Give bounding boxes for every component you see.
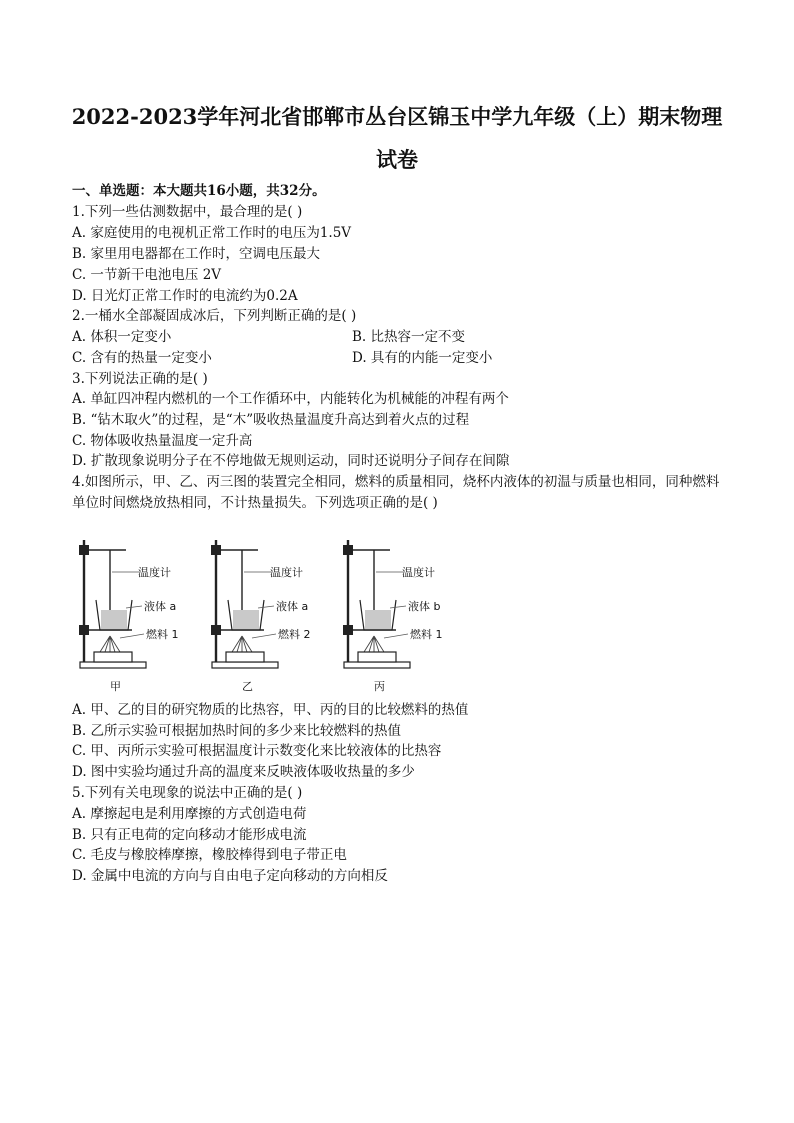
q1-option-a: A. 家庭使用的电视机正常工作时的电压为1.5V bbox=[72, 225, 352, 241]
q3-option-c: C. 物体吸收热量温度一定升高 bbox=[72, 433, 253, 449]
label-liquid-bing: 液体 b bbox=[408, 600, 441, 613]
q2-option-b: B. 比热容一定不变 bbox=[352, 329, 466, 345]
q1-option-c: C. 一节新干电池电压 2V bbox=[72, 267, 222, 283]
section-heading: 一、单选题：本大题共16小题，共32分。 bbox=[72, 183, 326, 199]
q3-stem: 3.下列说法正确的是( ) bbox=[72, 371, 208, 387]
apparatus-bing bbox=[343, 540, 410, 668]
label-fuel-bing: 燃料 1 bbox=[410, 628, 443, 641]
apparatus-jia bbox=[79, 540, 146, 668]
q4-option-c: C. 甲、丙所示实验可根据温度计示数变化来比较液体的比热容 bbox=[72, 743, 442, 759]
q3-option-b: B. “钻木取火”的过程，是“木”吸收热量温度升高达到着火点的过程 bbox=[72, 412, 470, 428]
label-thermometer-jia: 温度计 bbox=[138, 566, 171, 579]
q4-figure bbox=[70, 530, 470, 705]
q2-option-d: D. 具有的内能一定变小 bbox=[352, 350, 493, 366]
apparatus-yi bbox=[211, 540, 278, 668]
q4-option-d: D. 图中实验均通过升高的温度来反映液体吸收热量的多少 bbox=[72, 764, 415, 780]
label-liquid-jia: 液体 a bbox=[144, 600, 177, 613]
q5-option-c: C. 毛皮与橡胶棒摩擦，橡胶棒得到电子带正电 bbox=[72, 847, 347, 863]
q4-option-a: A. 甲、乙的目的研究物质的比热容，甲、丙的目的比较燃料的热值 bbox=[72, 702, 469, 718]
caption-jia: 甲 bbox=[110, 680, 121, 693]
q1-option-d: D. 日光灯正常工作时的电流约为0.2A bbox=[72, 288, 298, 304]
q1-stem: 1.下列一些估测数据中，最合理的是( ) bbox=[72, 204, 303, 220]
label-fuel-yi: 燃料 2 bbox=[278, 628, 311, 641]
q4-stem: 4.如图所示，甲、乙、丙三图的装置完全相同，燃料的质量相同，烧杯内液体的初温与质量也相同，同种燃料单位时间燃烧放热相同，不计热量损失。下列选项正确的是( ) bbox=[72, 474, 720, 511]
label-thermometer-bing: 温度计 bbox=[402, 566, 435, 579]
exam-title: 2022-2023学年河北省邯郸市丛台区锦玉中学九年级（上）期末物理 bbox=[71, 104, 723, 129]
q2-stem: 2.一桶水全部凝固成冰后，下列判断正确的是( ) bbox=[72, 308, 357, 324]
q5-stem: 5.下列有关电现象的说法中正确的是( ) bbox=[72, 785, 303, 801]
q3-option-a: A. 单缸四冲程内燃机的一个工作循环中，内能转化为机械能的冲程有两个 bbox=[72, 391, 509, 407]
q5-option-d: D. 金属中电流的方向与自由电子定向移动的方向相反 bbox=[72, 868, 388, 884]
q5-option-b: B. 只有正电荷的定向移动才能形成电流 bbox=[72, 827, 307, 843]
label-thermometer-yi: 温度计 bbox=[270, 566, 303, 579]
caption-bing: 丙 bbox=[374, 680, 385, 693]
label-liquid-yi: 液体 a bbox=[276, 600, 309, 613]
q2-option-c: C. 含有的热量一定变小 bbox=[72, 350, 212, 366]
q2-option-a: A. 体积一定变小 bbox=[72, 329, 172, 345]
q4-option-b: B. 乙所示实验可根据加热时间的多少来比较燃料的热值 bbox=[72, 723, 402, 739]
q5-option-a: A. 摩擦起电是利用摩擦的方式创造电荷 bbox=[72, 806, 307, 822]
q3-option-d: D. 扩散现象说明分子在不停地做无规则运动，同时还说明分子间存在间隙 bbox=[72, 453, 510, 469]
exam-title-line2: 试卷 bbox=[376, 147, 418, 172]
q1-option-b: B. 家里用电器都在工作时，空调电压最大 bbox=[72, 246, 321, 262]
label-fuel-jia: 燃料 1 bbox=[146, 628, 179, 641]
caption-yi: 乙 bbox=[242, 680, 253, 693]
